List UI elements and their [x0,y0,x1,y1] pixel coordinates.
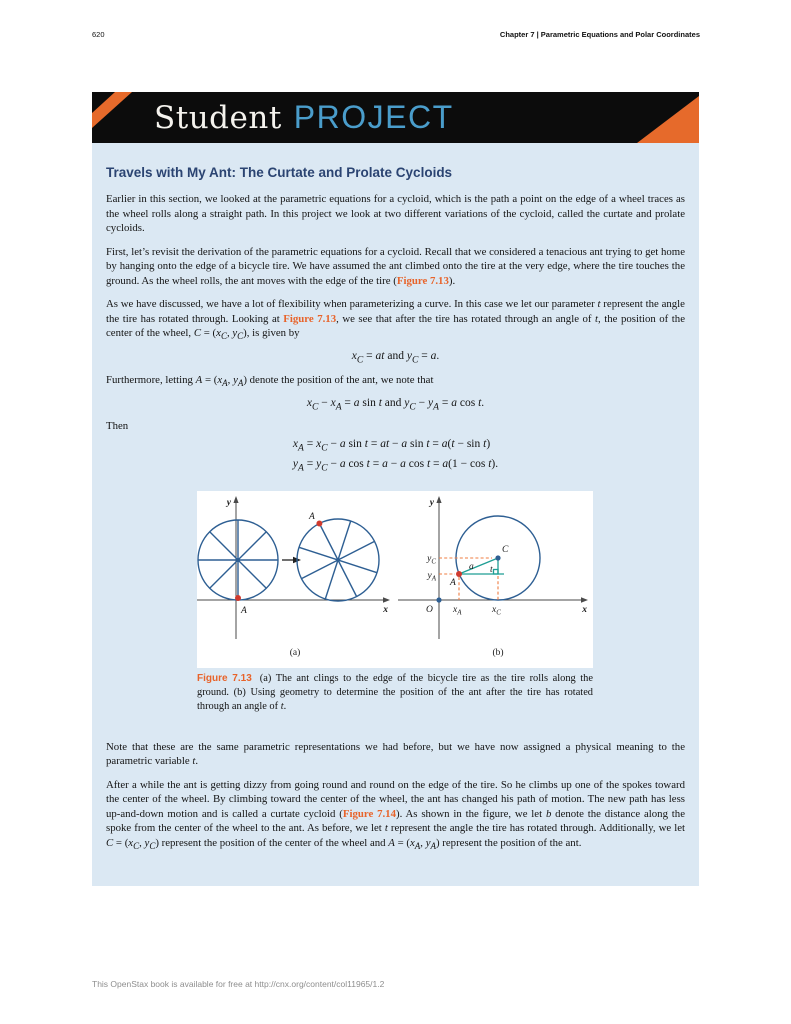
wheel-right-hub-dot [336,558,340,562]
equation-differences: $x_C - x_A = a$ sin t and $y_C - y_A = a$ cos t. [306,396,485,412]
wheel-left-hub-dot [236,558,240,562]
paragraph-4: Furthermore, letting $A = (x_A$, $y_A$) denote the position of the ant, we note that [106,373,434,389]
banner-word-project: PROJECT [293,99,454,135]
project-panel [92,143,699,886]
ant-label-left: A [241,605,247,616]
hypotenuse-label-a: a [469,561,474,572]
b-y-axis-label: y [429,497,434,508]
b-x-axis-label: x [582,604,587,615]
paragraph-7: After a while the ant is getting dizzy from going round and round on the edge of the tire. So he climbs up one of the spokes toward the center of the wheel. By climbing toward the center of the wheel, the ant has changed his path of motion. The new path has less up-and-down motion and is called a curtate cycloid (Figure 7.14). As shown in the figure, we let b denote the distance along the spoke from the center of the wheel to the ant. As before, we let t represent the angle the tire has rotated through. Additionally, we let $C = (x_C$, $y_C$) represent the position of the center of the wheel and $A = (x_A$, $y_A$) represent the position of the ant. [106,778,685,851]
ant-point-left [235,595,241,601]
a-x-axis-arrowhead [383,597,390,602]
b-x-axis-arrowhead [581,597,588,602]
center-point-C [495,555,500,560]
diagram-a [197,496,390,658]
xC-label: $x_C$ [492,604,501,616]
b-y-axis-arrowhead [436,496,441,503]
yA-label: $y_A$ [427,570,436,582]
equation-ant-position-block [106,436,685,477]
banner-orange-stripe-top-left [92,92,132,128]
figure-caption-text: (a) The ant clings to the edge of the bicycle tire as the tire rolls along the ground. (b) Using geometry to determine the position of the ant after the tire has rotated through an angle of t. [197,672,593,712]
banner-orange-triangle-bottom-right [637,96,699,143]
paragraph-2: First, let’s revisit the derivation of the parametric equations for a cycloid. Recall that we considered a tenacious ant trying to get home by hanging onto the edge of a bicycle tire. We have assumed the ant climbed onto the tire at the very edge, where the tire touches the ground. As the wheel rolls, the ant moves with the edge of the tire (Figure 7.13). [106,245,685,287]
center-label-C: C [502,544,509,555]
origin-point [436,597,441,602]
paragraph-1: Earlier in this section, we looked at the parametric equations for a cycloid, which is the path a point on the edge of a wheel traces as the wheel rolls along a straight path. In this project we look at two different variations of the cycloid, called the curtate and prolate cycloids. [106,193,685,234]
subfigure-b-label: (b) [492,647,504,658]
project-title: Travels with My Ant: The Curtate and Prolate Cycloids [106,165,453,180]
student-project-banner [92,92,699,143]
figure-caption [197,672,593,714]
angle-label-t: t [490,564,493,575]
equation-xA: $x_A = x_C - a$ sin t = at − a sin t = a(t − sin t) [292,437,491,454]
figure-7-13 [197,491,593,668]
figure-caption-label: Figure 7.13 [197,672,252,684]
diagram-b [398,496,588,658]
ant-label-right: A [309,511,315,522]
equation-center-of-wheel: $x_C$ = at and $y_C = a$. [351,349,440,365]
then-label: Then [106,419,129,432]
yC-label: $y_C$ [427,553,436,565]
xA-label: $x_A$ [453,604,462,616]
running-header [92,30,700,39]
subfigure-a-label: (a) [289,647,301,658]
a-y-axis-label: y [226,497,231,508]
a-y-axis-arrowhead [233,496,238,503]
ant-label-b: A [450,577,456,588]
figure-7-13-diagrams [197,491,593,663]
banner-word-student: Student [154,99,282,136]
ant-point-right [316,520,322,526]
origin-label-O: O [426,604,433,615]
equation-yA: $y_A = y_C - a$ cos t = a − a cos t = a(1 − cos t). [292,458,499,474]
page-number: 620 [92,30,105,39]
right-angle-mark [494,569,499,574]
paragraph-6: Note that these are the same parametric representations we had before, but we have now assigned a physical meaning to the parametric variable t. [106,740,685,767]
page-footer: This OpenStax book is available for free at http://cnx.org/content/col11965/1.2 [92,979,385,989]
chapter-header: Chapter 7 | Parametric Equations and Polar Coordinates [499,30,700,39]
paragraph-3: As we have discussed, we have a lot of flexibility when parameterizing a curve. In this case we let our parameter t represent the angle the tire has rotated through. Looking at Figure 7.13, we see that after the tire has rotated through an angle of t, the position of the center of the wheel, $C = (x_C$, $y_C$), is given by [106,298,685,342]
ant-point-b [456,571,462,577]
a-x-axis-label: x [383,604,388,615]
